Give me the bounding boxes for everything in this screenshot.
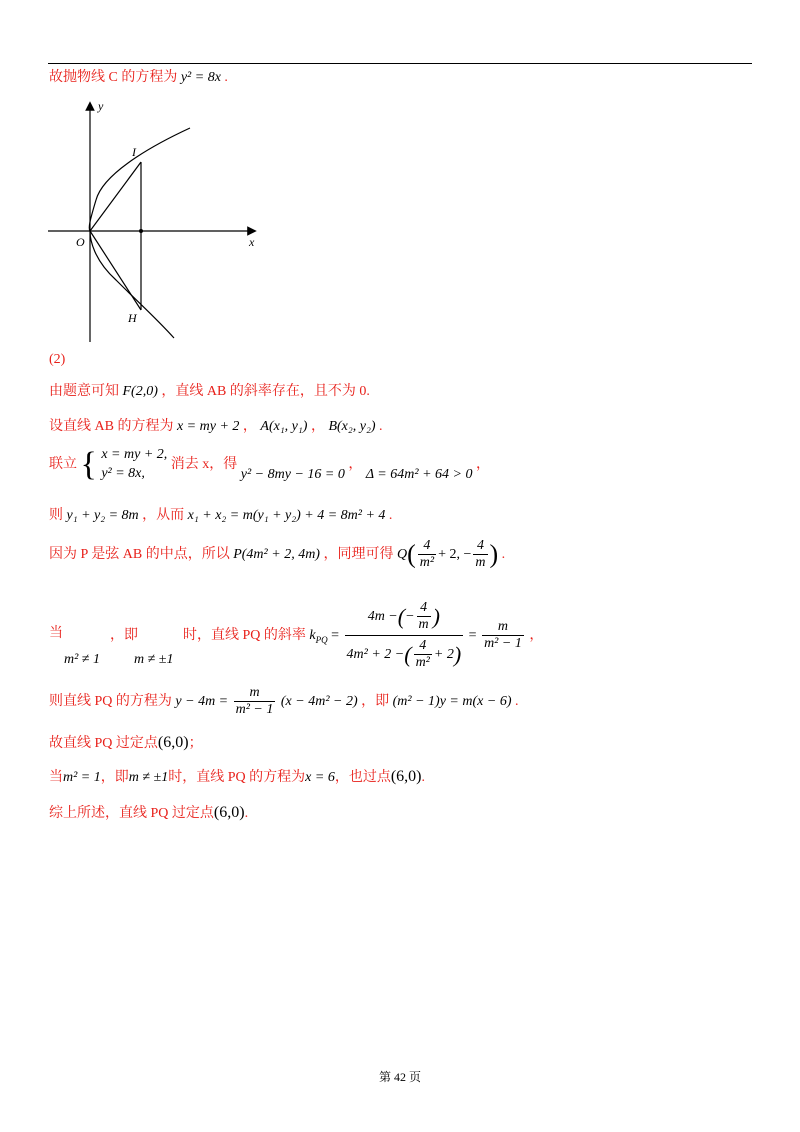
equation-2: x₁ + x₂ = m(y₁ + y₂) + 4 = 8m² + 4 bbox=[187, 508, 386, 523]
text-end: . bbox=[421, 770, 425, 785]
text-mid: ，同理可得 bbox=[323, 546, 394, 562]
point: (6,0) bbox=[157, 734, 189, 751]
parabola-figure bbox=[44, 100, 274, 350]
join-line: 联立 { x = my + 2, y² = 8x, 消去 x，得 y² − 8my − 16 = 0 ， Δ = 64m² + 64 > 0 ， bbox=[49, 445, 490, 483]
text-mid: ，即 bbox=[361, 693, 390, 709]
part-label: (2) bbox=[49, 352, 66, 367]
fixed-point-line-2 bbox=[49, 766, 425, 786]
text-mid-1: ，即 bbox=[100, 770, 129, 785]
conclusion-line bbox=[49, 802, 248, 822]
point-Q-label: Q bbox=[396, 546, 408, 562]
condition-2: m ≠ ±1 bbox=[134, 652, 174, 667]
conclusion-line-1 bbox=[49, 66, 228, 86]
label-y: y bbox=[98, 100, 104, 113]
pq-fraction: $\frac{m}{\text{m² − 1}}$ bbox=[235, 685, 274, 718]
equation-2: A(x₁, y₁) bbox=[260, 419, 308, 434]
text-mid: 消去 x，得 bbox=[170, 457, 238, 473]
text-end: . bbox=[501, 546, 506, 562]
text-mid: ，从而 bbox=[142, 508, 185, 523]
point-P: P(4m² + 2, 4m) bbox=[233, 546, 320, 562]
pq-line bbox=[49, 685, 518, 718]
text: 由题意可知 bbox=[49, 384, 119, 399]
text-end: ； bbox=[188, 736, 203, 751]
page-number: 第 42 页 bbox=[378, 1070, 421, 1084]
text-end: . bbox=[244, 806, 249, 821]
equation: y² = 8x bbox=[180, 70, 221, 85]
ab-line bbox=[49, 415, 382, 435]
label-x: x bbox=[249, 235, 255, 249]
sep-2: ， bbox=[310, 419, 325, 434]
text-end: . bbox=[514, 693, 519, 709]
equation-2: m ≠ ±1 bbox=[128, 770, 169, 785]
text-end: . bbox=[224, 70, 228, 85]
text: 设直线 AB 的方程为 bbox=[49, 419, 174, 434]
sep: ， bbox=[242, 419, 257, 434]
equation-1: x = my + 2 bbox=[176, 419, 240, 434]
q-mid: + 2, − bbox=[438, 546, 472, 562]
eq-left: y − 4m = bbox=[175, 693, 229, 709]
equation-1: m² = 1 bbox=[63, 770, 101, 785]
label-I: I bbox=[132, 145, 136, 159]
chord-OH bbox=[90, 231, 141, 310]
eq-right: (x − 4m² − 2) bbox=[280, 693, 358, 709]
equation-3: x = 6 bbox=[305, 770, 335, 785]
equation: F(2,0) bbox=[122, 384, 158, 399]
text: 故抛物线 C 的方程为 bbox=[49, 70, 178, 85]
text-end: . bbox=[388, 508, 393, 523]
system-brace: { bbox=[80, 445, 97, 483]
fraction-b: $\frac{4}{m}$ bbox=[475, 538, 486, 571]
slope-line: 当 ，即 时，直线 PQ 的斜率 $k_{PQ}$ = 4m −(− $\frac{4}{m}$ ) 4m² + 2 −( $\frac{4}{\text{m²}}$ + 2) = $\frac{m}{\text{m² − 1}}$ ， bbox=[49, 600, 544, 671]
text-mid-3: ，也过点 bbox=[334, 770, 391, 785]
label-O: O bbox=[76, 235, 85, 249]
text-slope: 时，直线 PQ 的斜率 bbox=[183, 627, 306, 643]
system-eq-1: x = my + 2, bbox=[101, 447, 168, 462]
text-end: ， bbox=[529, 627, 544, 643]
text: 故直线 PQ 过定点 bbox=[49, 736, 158, 751]
text: 因为 P 是弦 AB 的中点，所以 bbox=[49, 546, 230, 562]
slope-symbol: $k_{PQ}$ bbox=[309, 627, 328, 645]
condition-1: m² ≠ 1 bbox=[64, 652, 100, 667]
point: (6,0) bbox=[213, 804, 245, 821]
focus-line bbox=[49, 380, 370, 400]
text: 当 bbox=[49, 770, 63, 785]
word-ie: ，即 bbox=[110, 627, 138, 643]
text: 综上所述，直线 PQ 过定点 bbox=[49, 806, 214, 821]
discriminant: Δ = 64m² + 64 > 0 bbox=[365, 467, 473, 483]
label-H: H bbox=[128, 311, 137, 325]
equation-system bbox=[101, 446, 167, 484]
text-end: . bbox=[378, 419, 383, 434]
slope-fraction: 4m −(− $\frac{4}{m}$ ) 4m² + 2 −( $\frac{4}{\text{m²}}$ + 2) bbox=[346, 600, 462, 671]
system-eq-2: y² = 8x, bbox=[101, 465, 145, 481]
parabola-curve bbox=[89, 128, 190, 338]
quadratic: y² − 8my − 16 = 0 bbox=[240, 467, 345, 483]
equation-1: y₁ + y₂ = 8m bbox=[66, 508, 139, 523]
fraction-a: $\frac{4}{\text{m²}}$ bbox=[419, 538, 435, 571]
fixed-point-line-1 bbox=[49, 732, 203, 752]
text: 联立 bbox=[49, 457, 77, 473]
slope-result: $\frac{m}{\text{m² − 1}}$ bbox=[484, 619, 522, 652]
equation-2: (m² − 1)y = m(x − 6) bbox=[392, 693, 512, 709]
text: 则直线 PQ 的方程为 bbox=[49, 693, 172, 709]
focus-point bbox=[139, 229, 143, 233]
text-post: ，直线 AB 的斜率存在，且不为 0. bbox=[161, 384, 370, 399]
header-rule bbox=[48, 63, 752, 64]
text: 则 bbox=[49, 508, 63, 523]
midpoint-line: 因为 P 是弦 AB 的中点，所以 P(4m² + 2, 4m) ，同理可得 Q( $\frac{4}{\text{m²}}$ + 2, − $\frac{4}{m}$ ) . bbox=[49, 538, 506, 571]
sum-line bbox=[49, 504, 392, 524]
text-mid-2: 时，直线 PQ 的方程为 bbox=[168, 770, 306, 785]
point: (6,0) bbox=[390, 768, 422, 785]
word-when: 当 bbox=[49, 625, 63, 641]
equation-3: B(x₂, y₂) bbox=[328, 419, 376, 434]
